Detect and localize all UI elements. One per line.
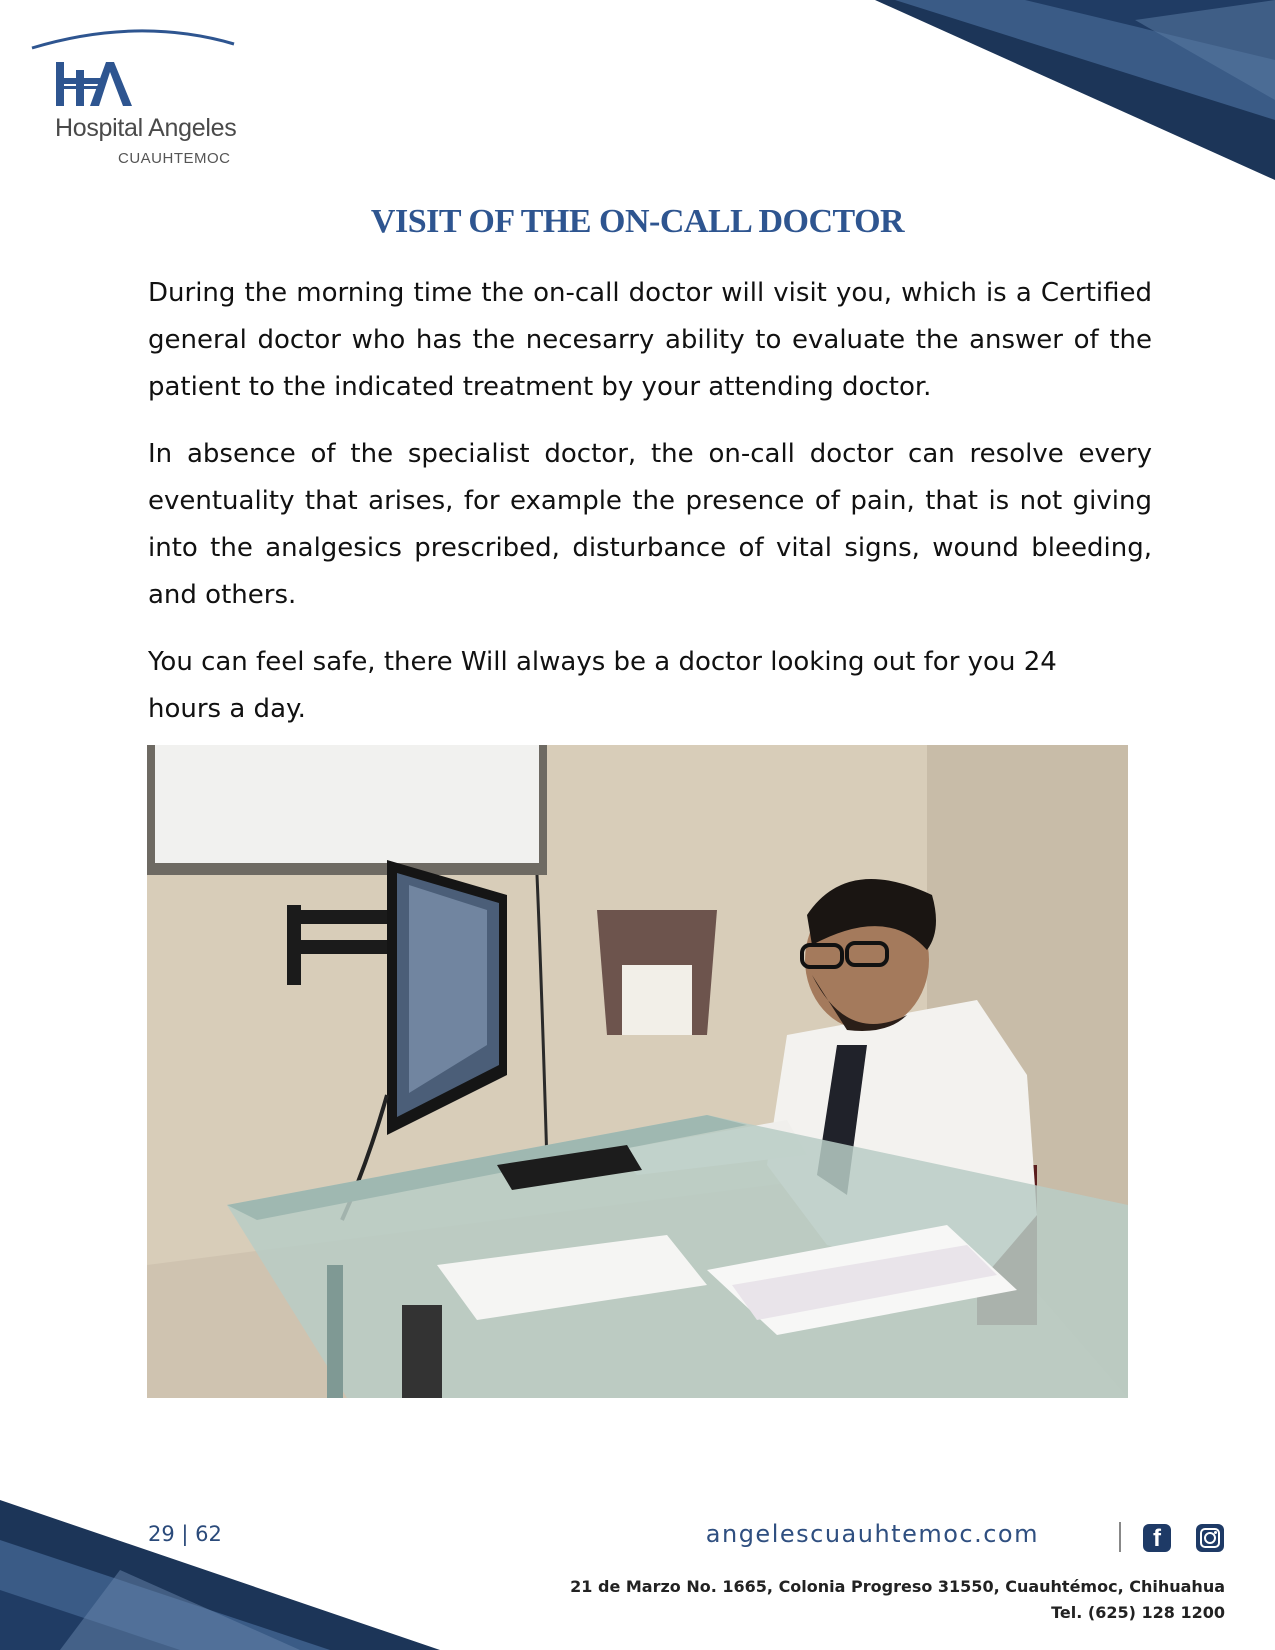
- header-corner-decoration: [875, 0, 1275, 180]
- paragraph: You can feel safe, there Will always be a doctor looking out for you 24 hours a day.: [148, 647, 1057, 724]
- body-text: [148, 270, 1152, 753]
- facebook-icon[interactable]: f: [1143, 1524, 1171, 1552]
- address-line: 21 de Marzo No. 1665, Colonia Progreso 31550, Cuauhtémoc, Chihuahua: [570, 1577, 1225, 1596]
- page-number: 29 | 62: [148, 1522, 222, 1546]
- paragraph: During the morning time the on-call doctor will visit you, which is a Certified general doctor who has the necesarry ability to evaluate the answer of the patient to the indicated treatment by your attending doctor.: [148, 278, 1152, 402]
- hospital-logo: [28, 22, 248, 172]
- website-link[interactable]: angelescuauhtemoc.com: [705, 1520, 1039, 1548]
- logo-name: Hospital Angeles: [55, 114, 237, 142]
- page-title: VISIT OF THE ON-CALL DOCTOR: [370, 203, 905, 240]
- ha-logo-icon: [54, 60, 136, 110]
- phone-line: Tel. (625) 128 1200: [1051, 1603, 1225, 1622]
- logo-subtitle: CUAUHTEMOC: [118, 150, 231, 167]
- logo-arc: [28, 22, 238, 52]
- doctor-photo: [147, 745, 1128, 1398]
- footer-divider: [1119, 1522, 1121, 1552]
- address-block: [570, 1574, 1225, 1626]
- instagram-icon[interactable]: [1196, 1524, 1224, 1552]
- paragraph: In absence of the specialist doctor, the on-call doctor can resolve every eventuality that arises, for example the presence of pain, that is not giving into the analgesics prescribed, disturbance of vital signs, wound bleeding, and others.: [148, 439, 1152, 610]
